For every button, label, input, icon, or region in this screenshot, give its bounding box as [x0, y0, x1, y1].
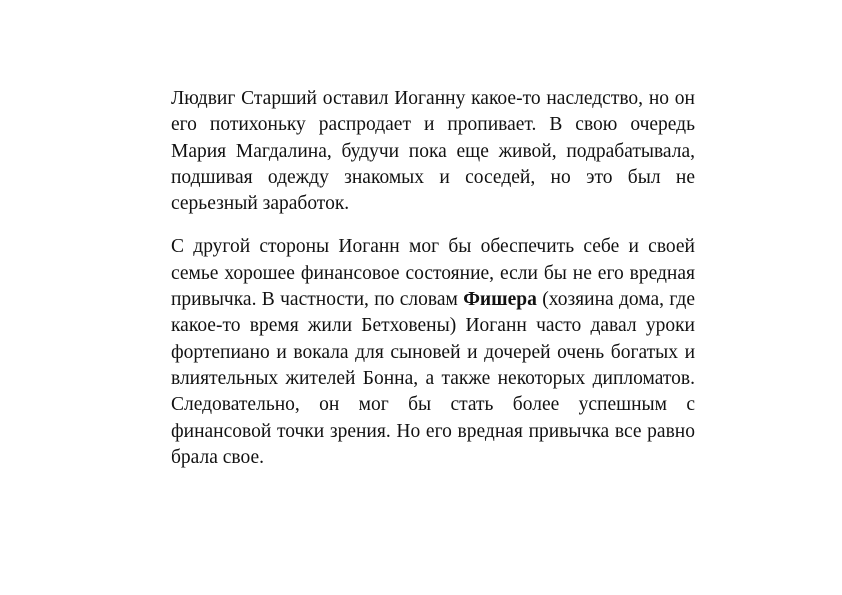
- text-body: [171, 86, 695, 471]
- paragraph-inheritance: [171, 86, 695, 217]
- paragraph-income: [171, 234, 695, 471]
- paragraph-inheritance-text: Людвиг Старший оставил Иоганну какое-то наследство, но он его потихоньку распродает и пропивает. В свою очередь Мария Магдалина, будучи пока еще живой, подрабатывала, подшивая одежду знакомых и соседей, но это был не серьезный заработок.: [171, 88, 695, 215]
- bold-name-fischer: Фишера: [463, 289, 537, 311]
- paragraph-income-text-end: (хозяина дома, где какое-то время жили Бетховены) Иоганн часто давал уроки фортепиано и вокала для сыновей и дочерей очень богатых и влиятельных жителей Бонна, а также некоторых дипломатов. Следовательно, он мог бы стать более успешным с финансовой точки зрения. Но его вредная привычка все равно брала свое.: [171, 289, 695, 468]
- paragraph-income-text-start: С другой стороны Иоганн мог бы обеспечить себе и своей семье хорошее финансовое состояние, если бы не его вредная привычка. В частности, по словам: [171, 236, 695, 311]
